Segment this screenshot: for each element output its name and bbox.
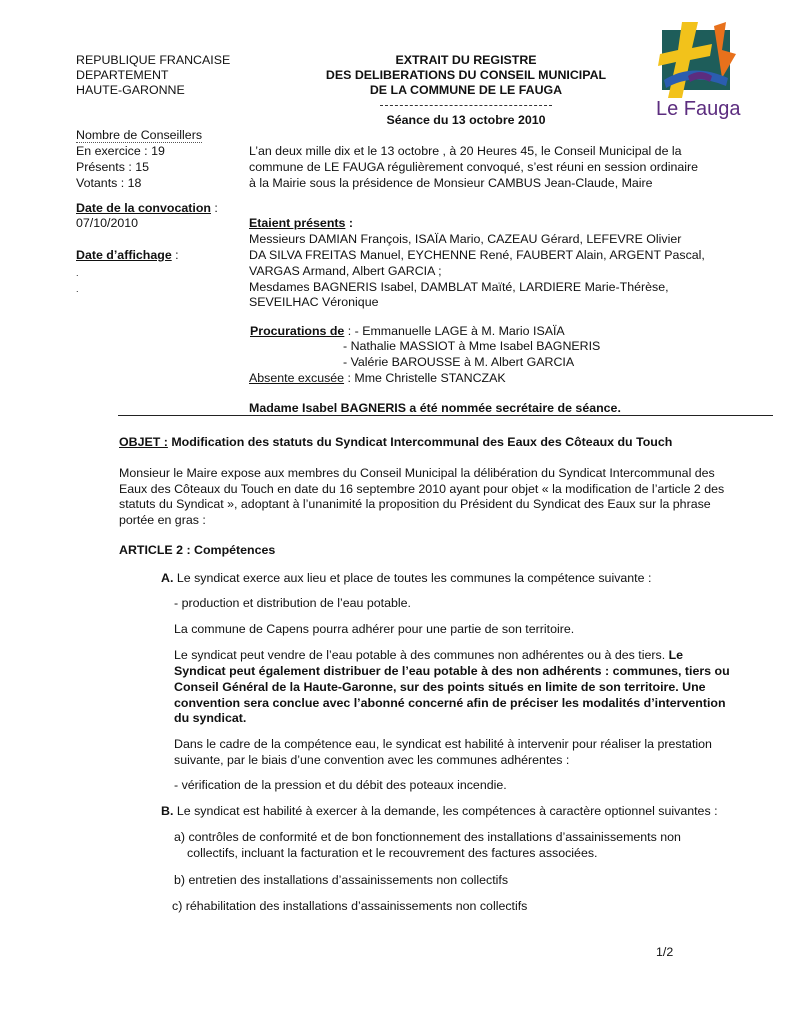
article-a-text: Le syndicat exerce aux lieu et place de toutes les communes la compétence suivante : <box>173 571 652 585</box>
bold-line-4: convention sera conclue avec l’abonné concerné afin de préciser les modalités d’intervention <box>174 696 726 710</box>
capens-line: La commune de Capens pourra adhérer pour une partie de son territoire. <box>174 622 575 636</box>
section-divider <box>118 415 773 416</box>
secretaire-line: Madame Isabel BAGNERIS a été nommée secrétaire de séance. <box>249 401 621 415</box>
presents-line-3: VARGAS Armand, Albert GARCIA ; <box>249 264 442 278</box>
cadre-line-1: Dans le cadre de la compétence eau, le syndicat est habilité à intervenir pour réaliser la prestation <box>174 737 712 751</box>
header-deliberations: DES DELIBERATIONS DU CONSEIL MUNICIPAL <box>325 68 607 82</box>
header-departement: DEPARTEMENT <box>76 68 169 82</box>
expose-line-1: Monsieur le Maire expose aux membres du Conseil Municipal la délibération du Syndicat Intercommunal des <box>119 466 715 480</box>
header-extrait: EXTRAIT DU REGISTRE <box>395 53 537 67</box>
convocation-label: Date de la convocation <box>76 201 211 215</box>
option-a-line-1: a) contrôles de conformité et de bon fonctionnement des installations d’assainissements non <box>174 830 681 844</box>
procurations-label: Procurations de <box>250 324 345 338</box>
presents-line-2: DA SILVA FREITAS Manuel, EYCHENNE René, FAUBERT Alain, ARGENT Pascal, <box>249 248 705 262</box>
article-b-text: Le syndicat est habilité à exercer à la demande, les compétences à caractère optionnel suivantes : <box>173 804 718 818</box>
presents-count: Présents : 15 <box>76 160 150 174</box>
bold-line-3: Conseil Général de la Haute-Garonne, sur des points situés en limite de son territoire. Une <box>174 680 706 694</box>
header-commune: DE LA COMMUNE DE LE FAUGA <box>369 83 563 97</box>
intro-line-1: L’an deux mille dix et le 13 octobre , à 20 Heures 45, le Conseil Municipal de la <box>249 144 682 158</box>
page-number: 1/2 <box>656 945 674 959</box>
header-republique: REPUBLIQUE FRANCAISE <box>76 53 231 67</box>
seance-date: Séance du 13 octobre 2010 <box>386 113 546 127</box>
article-title: ARTICLE 2 : Compétences <box>119 543 276 557</box>
expose-line-3: statuts du Syndicat », adoptant à l’unanimité la proposition du Président du Syndicat des Eaux sur la phrase <box>119 497 711 511</box>
vendre-bold-start: Le <box>665 648 684 662</box>
objet-text: Modification des statuts du Syndicat Intercommunal des Eaux des Côteaux du Touch <box>167 435 673 449</box>
bold-line-2: Syndicat peut également distribuer de l’eau potable à des non adhérents : communes, tiers ou <box>174 664 730 678</box>
presents-line-5: SEVEILHAC Véronique <box>249 295 379 309</box>
article-a-label: A. <box>161 571 174 585</box>
expose-line-2: Eaux des Côteaux du Touch en date du 16 septembre 2010 ayant pour objet « la modification de l’article 2 des <box>119 482 725 496</box>
article-b-label: B. <box>161 804 174 818</box>
objet-label: OBJET : <box>119 435 168 449</box>
affichage-label: Date d’affichage <box>76 248 172 262</box>
article-a-item: - production et distribution de l’eau potable. <box>174 596 411 610</box>
procuration-item-1: : - Emmanuelle LAGE à M. Mario ISAÏA <box>344 324 565 338</box>
convocation-date: 07/10/2010 <box>76 216 139 230</box>
bold-line-5: du syndicat. <box>174 711 247 725</box>
procuration-item-3: - Valérie BAROUSSE à M. Albert GARCIA <box>343 355 575 369</box>
verification-line: - vérification de la pression et du débit des poteaux incendie. <box>174 778 507 792</box>
presents-label: Etaient présents <box>249 216 346 230</box>
le-fauga-logo <box>652 20 744 126</box>
option-c-line: c) réhabilitation des installations d’assainissements non collectifs <box>172 899 528 913</box>
affichage-dot-2: . <box>76 284 79 294</box>
cadre-line-2: suivante, par le biais d’une convention avec les communes adhérentes : <box>174 753 570 767</box>
header-divider <box>380 105 552 106</box>
affichage-dot-1: . <box>76 268 79 278</box>
presents-line-1: Messieurs DAMIAN François, ISAÏA Mario, CAZEAU Gérard, LEFEVRE Olivier <box>249 232 682 246</box>
presents-label-sep: : <box>345 216 353 230</box>
intro-line-3: à la Mairie sous la présidence de Monsieur CAMBUS Jean-Claude, Maire <box>249 176 653 190</box>
en-exercice: En exercice : 19 <box>76 144 165 158</box>
votants-count: Votants : 18 <box>76 176 142 190</box>
procuration-item-2: - Nathalie MASSIOT à Mme Isabel BAGNERIS <box>343 339 601 353</box>
logo-text: Le Fauga <box>656 98 741 120</box>
presents-line-4: Mesdames BAGNERIS Isabel, DAMBLAT Maïté, LARDIERE Marie-Thérèse, <box>249 280 669 294</box>
intro-line-2: commune de LE FAUGA régulièrement convoqué, s’est réuni en session ordinaire <box>249 160 699 174</box>
conseillers-label: Nombre de Conseillers <box>76 128 203 142</box>
absente-value: : Mme Christelle STANCZAK <box>344 371 506 385</box>
absente-label: Absente excusée <box>249 371 345 385</box>
convocation-sep: : <box>210 201 218 215</box>
expose-line-4: portée en gras : <box>119 513 206 527</box>
option-b-line: b) entretien des installations d’assainissements non collectifs <box>174 873 509 887</box>
vendre-normal: Le syndicat peut vendre de l’eau potable à des communes non adhérentes ou à des tiers. <box>174 648 666 662</box>
affichage-sep: : <box>171 248 179 262</box>
option-a-line-2: collectifs, incluant la facturation et le recouvrement des factures associées. <box>187 846 598 860</box>
header-haute-garonne: HAUTE-GARONNE <box>76 83 185 97</box>
